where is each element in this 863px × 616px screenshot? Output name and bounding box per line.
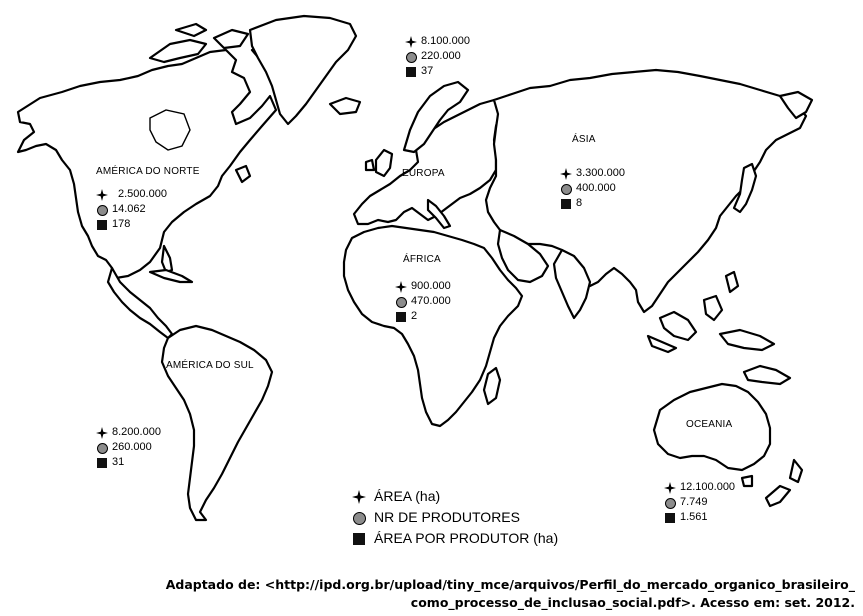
stats-oceania: [664, 480, 735, 525]
producers-value: 400.000: [576, 182, 616, 194]
legend-label-producers: NR DE PRODUTORES: [374, 509, 520, 525]
florida: [162, 246, 172, 272]
four-point-star-icon: [405, 36, 417, 48]
producers-value: 7.749: [680, 496, 708, 508]
gray-circle-icon: [405, 51, 417, 63]
region-label-africa: ÁFRICA: [403, 254, 441, 265]
area-value: 8.100.000: [421, 35, 470, 47]
producers-value: 14.062: [112, 203, 146, 215]
new-guinea: [744, 366, 790, 384]
iceland: [330, 98, 360, 114]
black-square-icon: [96, 219, 108, 231]
legend-item-area: [352, 486, 558, 507]
south-america-landmass: [162, 326, 272, 520]
four-point-star-icon: [96, 427, 108, 439]
legend-item-area-per-producer: [352, 528, 558, 549]
black-square-icon: [395, 311, 407, 323]
black-square-icon: [560, 198, 572, 210]
gray-circle-icon: [560, 183, 572, 195]
newfoundland: [236, 166, 250, 182]
stats-africa: [395, 279, 451, 324]
region-label-north-america: AMÉRICA DO NORTE: [96, 166, 200, 177]
stats-south-america: [96, 425, 161, 470]
area-per-producer-value: 31: [112, 456, 125, 468]
area-per-producer-value: 37: [421, 65, 434, 77]
black-square-icon: [96, 457, 108, 469]
area-value: 900.000: [411, 280, 451, 292]
region-label-asia: ÁSIA: [572, 134, 596, 145]
producers-value: 470.000: [411, 295, 451, 307]
legend-label-area: ÁREA (ha): [374, 488, 441, 504]
four-point-star-icon: [664, 482, 676, 494]
map-legend: [352, 486, 558, 549]
black-square-icon: [352, 532, 366, 546]
four-point-star-icon: [352, 490, 366, 504]
new-zealand: [766, 460, 802, 506]
madagascar: [484, 368, 500, 404]
black-square-icon: [664, 512, 676, 524]
source-line-1: Adaptado de: <http://ipd.org.br/upload/tiny_mce/arquivos/Perfil_do_mercado_organico_brasileiro_: [165, 577, 855, 592]
region-label-south-america: AMÉRICA DO SUL: [166, 360, 254, 371]
north-america-landmass: [18, 50, 276, 278]
four-point-star-icon: [560, 168, 572, 180]
area-per-producer-value: 2: [411, 310, 418, 322]
region-label-europe: EUROPA: [402, 168, 445, 179]
source-line-2: como_processo_de_inclusao_social.pdf>. Acesso em: set. 2012.: [410, 595, 855, 610]
stats-asia: [560, 166, 625, 211]
legend-label-area-per-producer: ÁREA POR PRODUTOR (ha): [374, 530, 559, 546]
source-citation: [166, 576, 855, 612]
gray-circle-icon: [664, 497, 676, 509]
gray-circle-icon: [352, 511, 366, 525]
area-value: 12.100.000: [680, 481, 736, 493]
gray-circle-icon: [96, 442, 108, 454]
producers-value: 220.000: [421, 50, 461, 62]
area-per-producer-value: 1.561: [680, 511, 708, 523]
four-point-star-icon: [96, 189, 108, 201]
four-point-star-icon: [395, 281, 407, 293]
producers-value: 260.000: [112, 441, 152, 453]
area-per-producer-value: 8: [576, 197, 583, 209]
area-value: 2.500.000: [118, 188, 167, 200]
gray-circle-icon: [395, 296, 407, 308]
black-square-icon: [405, 66, 417, 78]
area-per-producer-value: 178: [112, 218, 131, 230]
british-isles: [366, 150, 392, 176]
legend-item-producers: [352, 507, 558, 528]
stats-north-america: [96, 187, 167, 232]
tasmania: [742, 476, 752, 486]
region-label-oceania: OCEANIA: [686, 419, 733, 430]
area-value: 3.300.000: [576, 167, 625, 179]
cuba: [150, 270, 192, 282]
stats-europe: [405, 34, 470, 79]
gray-circle-icon: [96, 204, 108, 216]
area-value: 8.200.000: [112, 426, 161, 438]
